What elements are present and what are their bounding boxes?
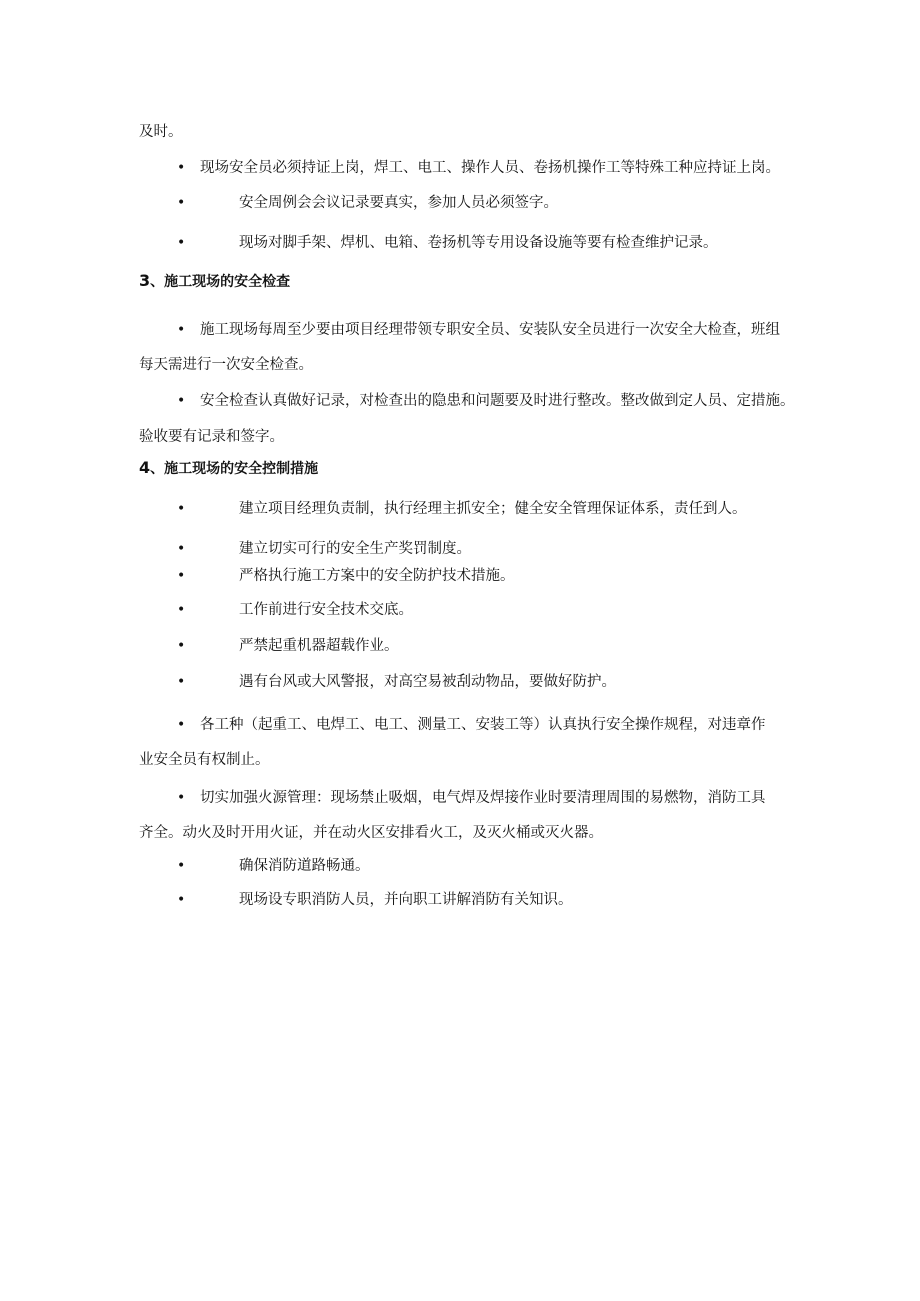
list-item: 切实加强火源管理：现场禁止吸烟，电气焊及焊接作业时要清理周围的易燃物，消防工具: [200, 790, 766, 806]
list-item: 施工现场每周至少要由项目经理带领专职安全员、安装队安全员进行一次安全大检查，班组: [200, 322, 780, 338]
bullet-marker: •: [177, 602, 186, 618]
bullet-marker: •: [177, 638, 186, 654]
list-item: 建立项目经理负责制，执行经理主抓安全；健全安全管理保证体系，责任到人。: [239, 501, 747, 517]
bullet-marker: •: [177, 195, 186, 211]
bullet-marker: •: [177, 322, 186, 338]
bullet-marker: •: [177, 717, 186, 733]
section-number: 3: [139, 271, 151, 290]
list-item: 建立切实可行的安全生产奖罚制度。: [239, 541, 471, 557]
list-item-continuation: 验收要有记录和签字。: [139, 429, 284, 445]
section-number: 4: [139, 458, 151, 477]
section-heading: [139, 458, 318, 479]
list-item: 各工种（起重工、电焊工、电工、测量工、安装工等）认真执行安全操作规程，对违章作: [200, 717, 766, 733]
bullet-marker: •: [177, 892, 186, 908]
bullet-marker: •: [177, 393, 186, 409]
paragraph-continuation: 及时。: [139, 124, 183, 140]
list-item-continuation: 每天需进行一次安全检查。: [139, 357, 313, 373]
list-item: 严禁起重机器超载作业。: [239, 638, 399, 654]
list-item: 现场设专职消防人员，并向职工讲解消防有关知识。: [239, 892, 573, 908]
section-title: 、施工现场的安全检查: [150, 274, 291, 290]
list-item-continuation: 业安全员有权制止。: [139, 752, 270, 768]
list-item: 安全检查认真做好记录，对检查出的隐患和问题要及时进行整改。整改做到定人员、定措施。: [200, 393, 795, 409]
list-item: 严格执行施工方案中的安全防护技术措施。: [239, 568, 515, 584]
bullet-marker: •: [177, 501, 186, 517]
section-heading: [139, 271, 290, 292]
list-item: 确保消防道路畅通。: [239, 858, 370, 874]
section-title: 、施工现场的安全控制措施: [150, 461, 319, 477]
list-item: 安全周例会会议记录要真实，参加人员必须签字。: [239, 195, 558, 211]
bullet-marker: •: [177, 235, 186, 251]
list-item: 现场对脚手架、焊机、电箱、卷扬机等专用设备设施等要有检查维护记录。: [239, 235, 718, 251]
list-item: 工作前进行安全技术交底。: [239, 602, 413, 618]
bullet-marker: •: [177, 790, 186, 806]
list-item: 现场安全员必须持证上岗，焊工、电工、操作人员、卷扬机操作工等特殊工种应持证上岗。: [200, 160, 780, 176]
list-item: 遇有台风或大风警报，对高空易被刮动物品，要做好防护。: [239, 674, 616, 690]
bullet-marker: •: [177, 541, 186, 557]
bullet-marker: •: [177, 858, 186, 874]
bullet-marker: •: [177, 674, 186, 690]
bullet-marker: •: [177, 568, 186, 584]
bullet-marker: •: [177, 160, 186, 176]
list-item-continuation: 齐全。动火及时开用火证，并在动火区安排看火工，及灭火桶或灭火器。: [139, 825, 603, 841]
